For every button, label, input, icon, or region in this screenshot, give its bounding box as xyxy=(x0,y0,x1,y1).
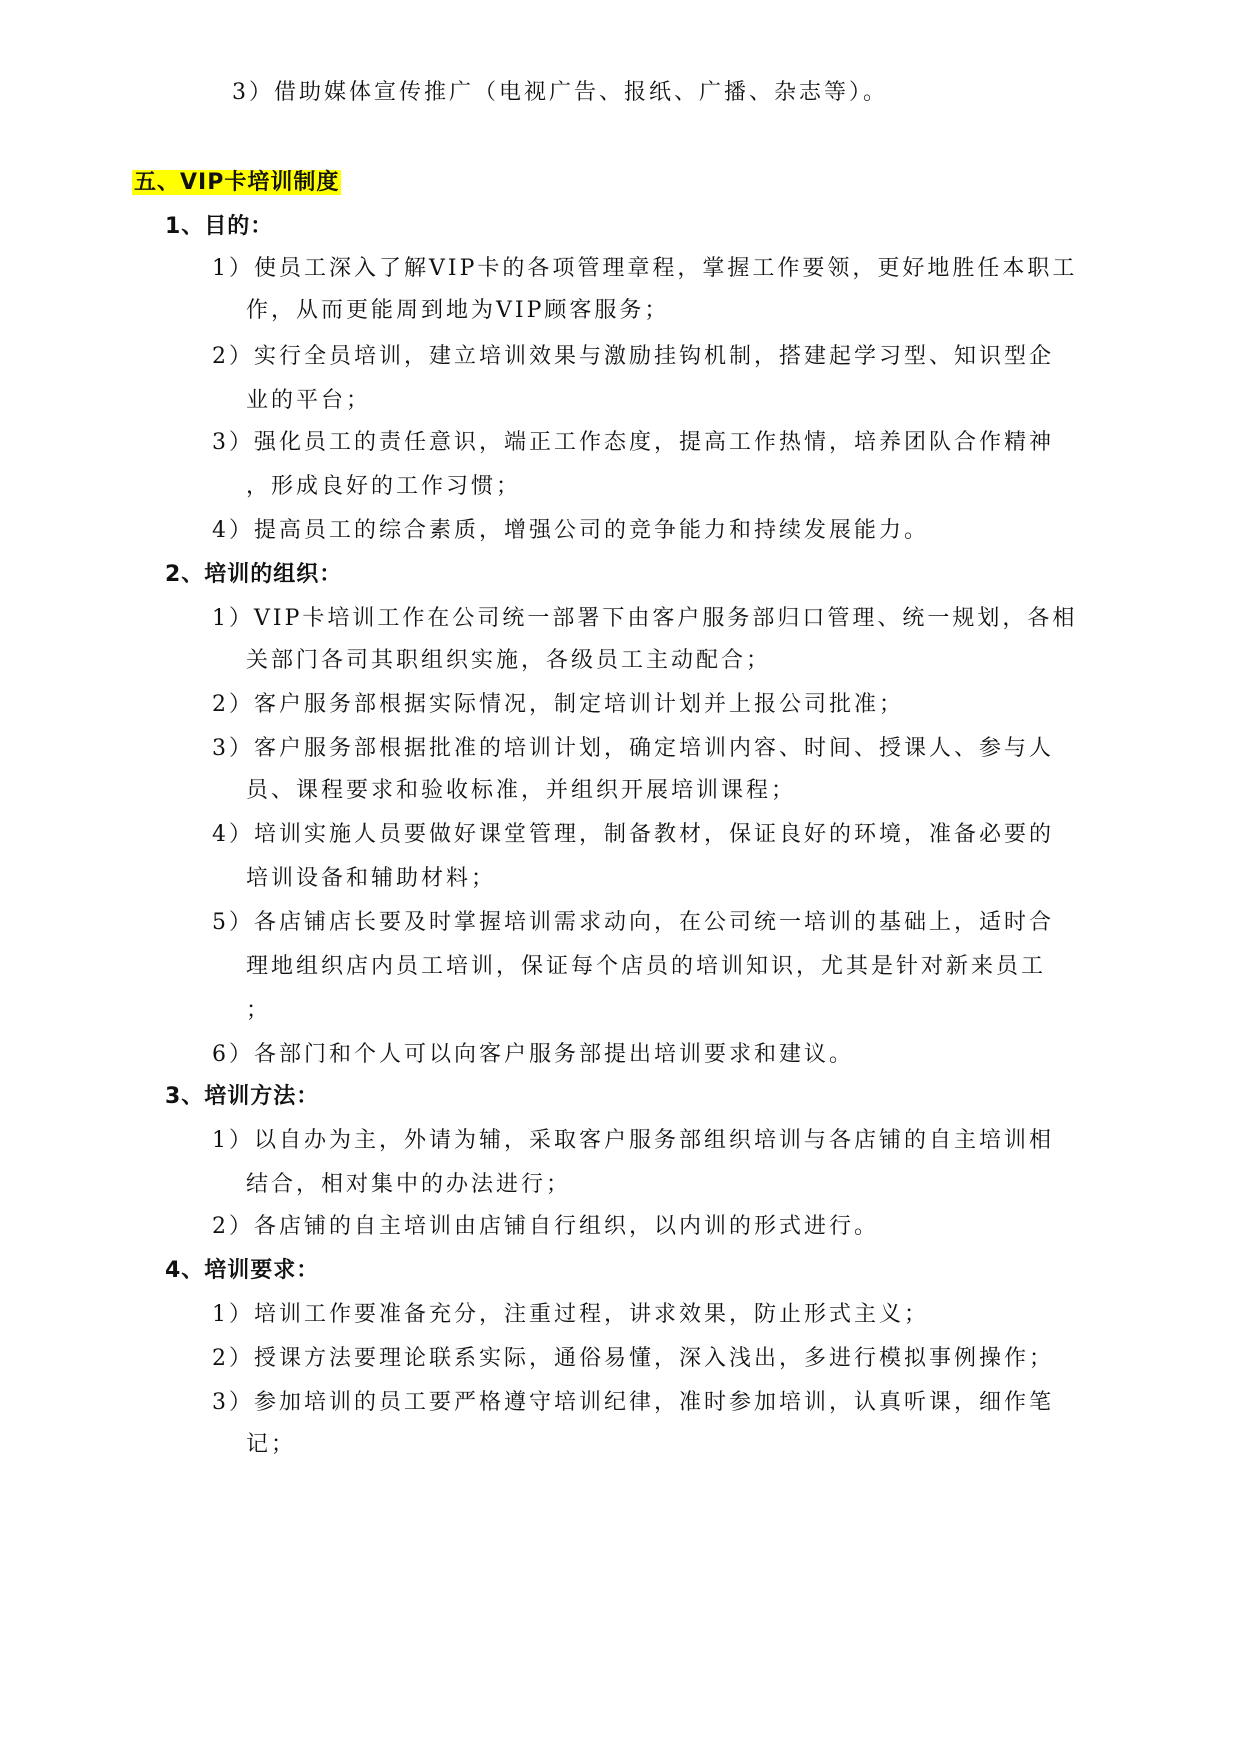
paragraph-line: 1）使员工深入了解VIP卡的各项管理章程，掌握工作要领，更好地胜任本职工 xyxy=(212,256,1078,281)
subsection-heading-requirements: 4、培训要求： xyxy=(165,1258,320,1283)
paragraph-line: 业的平台； xyxy=(246,388,372,413)
section-title-text: 五、VIP卡培训制度 xyxy=(134,170,340,195)
paragraph-line: 作，从而更能周到地为VIP顾客服务； xyxy=(246,298,670,323)
paragraph-line: 员、课程要求和验收标准，并组织开展培训课程； xyxy=(246,778,797,803)
paragraph-line: 4）提高员工的综合素质，增强公司的竞争能力和持续发展能力。 xyxy=(212,518,929,543)
paragraph-line: 理地组织店内员工培训，保证每个店员的培训知识，尤其是针对新来员工 xyxy=(246,954,1047,979)
paragraph-line: 1）培训工作要准备充分，注重过程，讲求效果，防止形式主义； xyxy=(212,1302,929,1327)
paragraph-line: 2）客户服务部根据实际情况，制定培训计划并上报公司批准； xyxy=(212,692,904,717)
paragraph-line: 记； xyxy=(246,1432,297,1457)
paragraph-line: 结合，相对集中的办法进行； xyxy=(246,1172,572,1197)
paragraph-line: 3）参加培训的员工要严格遵守培训纪律，准时参加培训，认真听课，细作笔 xyxy=(212,1390,1054,1415)
paragraph-line: 6）各部门和个人可以向客户服务部提出培训要求和建议。 xyxy=(212,1042,854,1067)
section-title xyxy=(132,168,341,198)
paragraph-line: 3）强化员工的责任意识，端正工作态度，提高工作热情，培养团队合作精神 xyxy=(212,430,1054,455)
paragraph-line: 1）以自办为主，外请为辅，采取客户服务部组织培训与各店铺的自主培训相 xyxy=(212,1128,1054,1153)
paragraph-line: 2）实行全员培训，建立培训效果与激励挂钩机制，搭建起学习型、知识型企 xyxy=(212,344,1054,369)
paragraph-line: 4）培训实施人员要做好课堂管理，制备教材，保证良好的环境，准备必要的 xyxy=(212,822,1054,847)
paragraph-line: ； xyxy=(246,998,272,1023)
paragraph-line: 1）VIP卡培训工作在公司统一部署下由客户服务部归口管理、统一规划，各相 xyxy=(212,606,1078,631)
intro-line: 3）借助媒体宣传推广（电视广告、报纸、广播、杂志等）。 xyxy=(232,80,888,105)
subsection-heading-methods: 3、培训方法： xyxy=(165,1084,320,1109)
paragraph-line: 培训设备和辅助材料； xyxy=(246,866,497,891)
paragraph-line: 3）客户服务部根据批准的培训计划，确定培训内容、时间、授课人、参与人 xyxy=(212,736,1054,761)
paragraph-line: ，形成良好的工作习惯； xyxy=(246,474,522,499)
subsection-heading-purpose: 1、目的： xyxy=(165,214,274,239)
paragraph-line: 2）授课方法要理论联系实际，通俗易懂，深入浅出，多进行模拟事例操作； xyxy=(212,1346,1054,1371)
paragraph-line: 关部门各司其职组织实施，各级员工主动配合； xyxy=(246,648,772,673)
paragraph-line: 5）各店铺店长要及时掌握培训需求动向，在公司统一培训的基础上，适时合 xyxy=(212,910,1054,935)
paragraph-line: 2）各店铺的自主培训由店铺自行组织，以内训的形式进行。 xyxy=(212,1214,879,1239)
subsection-heading-organization: 2、培训的组织： xyxy=(165,562,343,587)
